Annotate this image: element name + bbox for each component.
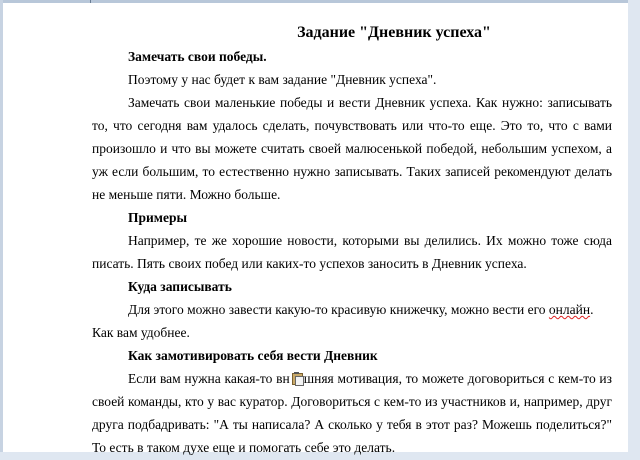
- clipboard-clip: [294, 372, 299, 374]
- section-heading: Куда записывать: [128, 279, 232, 294]
- frame-top-border: [0, 0, 640, 3]
- ruler-mark: [90, 0, 91, 3]
- paragraph: Поэтому у нас будет к вам задание "Дневник успеха".: [128, 72, 437, 87]
- spellcheck-word[interactable]: онлайн: [548, 302, 591, 317]
- document-page[interactable]: [92, 22, 612, 459]
- paste-options-icon[interactable]: [291, 372, 303, 384]
- text-run: шняя мотивация, то можете договориться с кем-то из своей команды, кто у вас куратор. Договориться с кем-то из участников и, например, друг друга подбадривать: "А ты написала? А сколько у тебя в этот раз? Можешь поделиться?" То есть в таком духе еще и помогать себе это делать.: [92, 371, 612, 455]
- frame-left-border: [0, 0, 3, 460]
- paper-sheet: [295, 376, 304, 386]
- section-heading: Как замотивировать себя вести Дневник: [128, 348, 378, 363]
- paragraph: Замечать свои маленькие победы и вести Дневник успеха. Как нужно: записывать то, что сегодня вам удалось сделать, почувствовать или что-то еще. Это то, что с вами произошло и что вы можете считать своей малюсенькой победой, небольшим успехом, а уж если большим, то естественно нужно записывать. Таких записей рекомендуют делать не меньше пяти. Можно больше.: [92, 95, 612, 202]
- text-run: Для этого можно завести какую-то красивую книжечку, можно вести его: [128, 302, 549, 317]
- section-heading: Замечать свои победы.: [128, 49, 267, 64]
- paragraph: [92, 298, 612, 321]
- paragraph: [92, 367, 612, 459]
- paragraph: Как вам удобнее.: [92, 325, 190, 340]
- text-run: .: [590, 302, 594, 317]
- frame-right-border: [628, 0, 640, 460]
- section-heading: Примеры: [128, 210, 188, 225]
- paragraph: Например, те же хорошие новости, которыми вы делились. Их можно тоже сюда писать. Пять своих побед или каких-то успехов заносить в Дневник успеха.: [92, 233, 612, 271]
- text-run: Если вам нужна какая-то вн: [128, 371, 290, 386]
- document-title: Задание "Дневник успеха": [297, 24, 491, 41]
